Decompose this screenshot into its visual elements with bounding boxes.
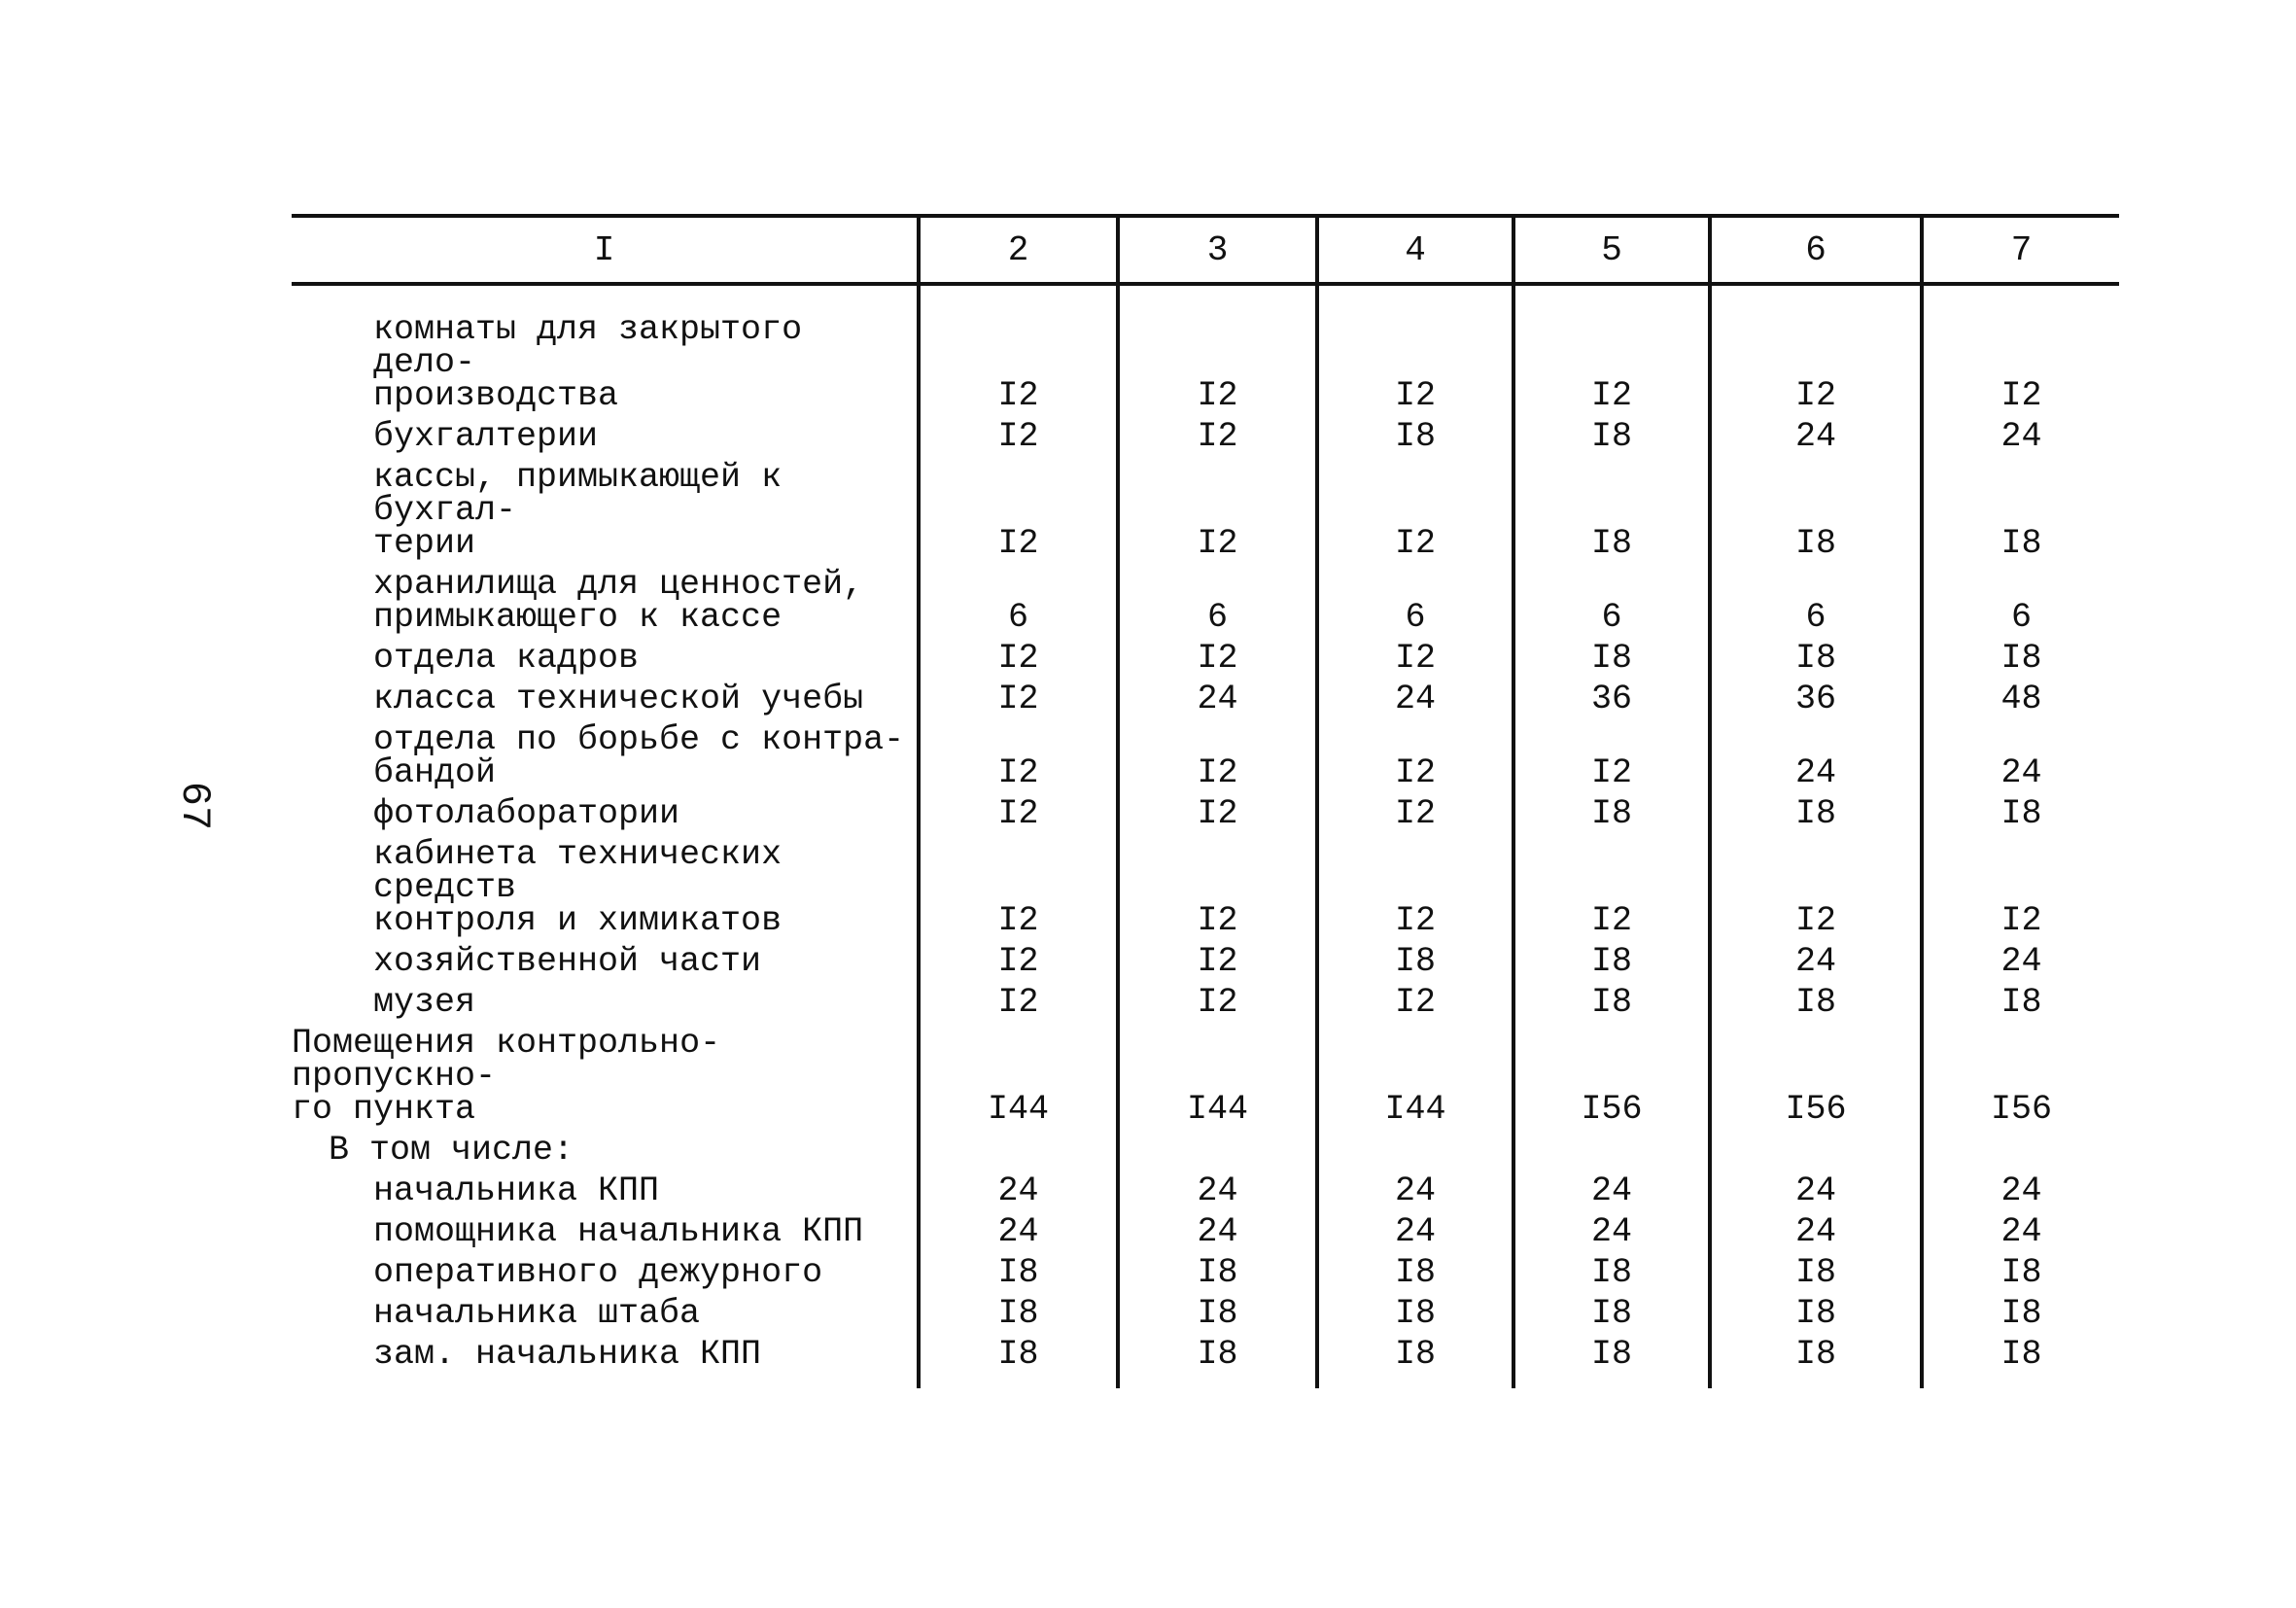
table-cell: 36: [1710, 682, 1922, 723]
table-cell: I44: [1118, 1027, 1317, 1134]
table-row: [292, 1027, 2119, 1134]
table-body: [292, 284, 2119, 1388]
table-cell: 24: [1922, 1215, 2119, 1256]
table-row: [292, 1174, 2119, 1215]
table-cell: I2: [919, 838, 1118, 945]
table-row: [292, 682, 2119, 723]
table-cell: I2: [919, 682, 1118, 723]
table-cell: 24: [1513, 1215, 1710, 1256]
row-label: класса технической учебы: [373, 680, 864, 718]
table-cell: I8: [1118, 1297, 1317, 1338]
table-cell: 24: [1317, 682, 1513, 723]
table-cell: I2: [1710, 284, 1922, 420]
table-row: [292, 1256, 2119, 1297]
table-cell: I2: [1118, 945, 1317, 986]
table-cell: I8: [1513, 642, 1710, 682]
table-cell: I8: [1922, 797, 2119, 838]
table-cell: 24: [1922, 945, 2119, 986]
table-cell: I8: [1317, 420, 1513, 461]
table-cell: I8: [1513, 945, 1710, 986]
table-cell: I8: [919, 1297, 1118, 1338]
table-cell: I8: [1710, 642, 1922, 682]
data-table-container: [292, 214, 2119, 1388]
table-cell: I8: [1922, 461, 2119, 568]
row-label: фотолаборатории: [373, 794, 680, 833]
table-cell: I2: [1317, 838, 1513, 945]
table-cell: [919, 1134, 1118, 1174]
row-label: музея: [373, 983, 476, 1022]
table-cell: I2: [1118, 420, 1317, 461]
table-cell: I8: [1118, 1256, 1317, 1297]
table-cell: 6: [1513, 568, 1710, 642]
table-cell: 36: [1513, 682, 1710, 723]
row-label: кассы, примыкающей к бухгал- терии: [373, 458, 783, 563]
table-cell: I8: [1922, 1338, 2119, 1388]
page-number: 67: [171, 781, 218, 831]
table-cell: 24: [1710, 1215, 1922, 1256]
table-cell: I2: [1118, 461, 1317, 568]
column-header: 4: [1317, 216, 1513, 284]
table-cell: I8: [1922, 642, 2119, 682]
table-cell: 24: [1513, 1174, 1710, 1215]
table-cell: I8: [1922, 986, 2119, 1027]
table-cell: I2: [1317, 461, 1513, 568]
table-row: [292, 1134, 2119, 1174]
row-label: хранилища для ценностей, примыкающего к кассе: [373, 565, 864, 637]
table-cell: I8: [919, 1338, 1118, 1388]
table-cell: I2: [919, 986, 1118, 1027]
table-cell: I2: [1513, 284, 1710, 420]
table-cell: I8: [1513, 986, 1710, 1027]
table-cell: I8: [1710, 1297, 1922, 1338]
row-label: отдела по борьбе с контра- бандой: [373, 720, 905, 792]
table-cell: I2: [1317, 723, 1513, 797]
table-cell: I8: [1317, 1256, 1513, 1297]
column-header: 3: [1118, 216, 1317, 284]
table-cell: [1513, 1134, 1710, 1174]
table-cell: I2: [919, 797, 1118, 838]
row-label: хозяйственной части: [373, 942, 762, 981]
table-cell: I2: [1710, 838, 1922, 945]
table-cell: 24: [1710, 945, 1922, 986]
table-row: [292, 1297, 2119, 1338]
table-row: [292, 461, 2119, 568]
table-cell: I2: [1118, 284, 1317, 420]
table-cell: 6: [1317, 568, 1513, 642]
table-cell: I2: [1118, 986, 1317, 1027]
table-row: [292, 1338, 2119, 1388]
table-cell: I2: [1118, 723, 1317, 797]
table-cell: I8: [1710, 797, 1922, 838]
table-cell: I8: [1922, 1256, 2119, 1297]
table-cell: I2: [1922, 284, 2119, 420]
table-cell: 24: [1710, 420, 1922, 461]
table-row: [292, 797, 2119, 838]
table-cell: I8: [919, 1256, 1118, 1297]
table-cell: 24: [1710, 723, 1922, 797]
table-cell: I8: [1513, 797, 1710, 838]
row-label: зам. начальника КПП: [373, 1335, 762, 1374]
table-cell: I2: [1513, 838, 1710, 945]
row-label: отдела кадров: [373, 639, 640, 678]
table-cell: I2: [1317, 797, 1513, 838]
table-row: [292, 723, 2119, 797]
table-cell: I44: [1317, 1027, 1513, 1134]
table-row: [292, 986, 2119, 1027]
table-cell: 24: [1317, 1174, 1513, 1215]
table-cell: 24: [1710, 1174, 1922, 1215]
row-label: начальника штаба: [373, 1294, 701, 1333]
table-cell: I8: [1513, 1297, 1710, 1338]
table-cell: I56: [1513, 1027, 1710, 1134]
table-row: [292, 945, 2119, 986]
table-cell: [1922, 1134, 2119, 1174]
table-cell: I8: [1513, 1338, 1710, 1388]
table-cell: 24: [1922, 723, 2119, 797]
table-cell: 48: [1922, 682, 2119, 723]
row-label: Помещения контрольно-пропускно- го пункта: [292, 1024, 721, 1129]
table-cell: [1118, 1134, 1317, 1174]
table-cell: I8: [1317, 945, 1513, 986]
table-cell: I8: [1710, 986, 1922, 1027]
table-cell: I44: [919, 1027, 1118, 1134]
row-label: В том числе:: [329, 1131, 574, 1170]
table-cell: 24: [919, 1215, 1118, 1256]
table-cell: 24: [1118, 1174, 1317, 1215]
table-row: [292, 284, 2119, 420]
table-cell: 24: [919, 1174, 1118, 1215]
column-header: 7: [1922, 216, 2119, 284]
table-row: [292, 420, 2119, 461]
table-row: [292, 568, 2119, 642]
table-cell: I2: [919, 461, 1118, 568]
table-cell: I2: [1118, 797, 1317, 838]
table-row: [292, 642, 2119, 682]
table-cell: I8: [1317, 1297, 1513, 1338]
table-cell: [1317, 1134, 1513, 1174]
table-cell: I2: [1317, 986, 1513, 1027]
table-cell: I2: [1922, 838, 2119, 945]
table-cell: 24: [1317, 1215, 1513, 1256]
table-cell: I2: [919, 642, 1118, 682]
table-cell: 6: [1922, 568, 2119, 642]
table-cell: 24: [1922, 1174, 2119, 1215]
column-header: 5: [1513, 216, 1710, 284]
table-cell: I2: [1118, 642, 1317, 682]
table-cell: 6: [919, 568, 1118, 642]
table-row: [292, 838, 2119, 945]
table-header: [292, 216, 2119, 284]
table-cell: I8: [1710, 461, 1922, 568]
table-cell: I8: [1317, 1338, 1513, 1388]
table-cell: I2: [1317, 642, 1513, 682]
table-cell: 6: [1710, 568, 1922, 642]
table-cell: I2: [1317, 284, 1513, 420]
table-cell: I2: [1118, 838, 1317, 945]
row-label: комнаты для закрытого дело- производства: [373, 310, 803, 415]
table-cell: 24: [1922, 420, 2119, 461]
header-row: [292, 216, 2119, 284]
table-cell: I2: [919, 723, 1118, 797]
table-cell: I56: [1922, 1027, 2119, 1134]
table-cell: I56: [1710, 1027, 1922, 1134]
table-cell: [1710, 1134, 1922, 1174]
table-cell: I8: [1513, 1256, 1710, 1297]
column-header: 2: [919, 216, 1118, 284]
row-label: кабинета технических средств контроля и химикатов: [373, 835, 783, 940]
table-cell: I8: [1922, 1297, 2119, 1338]
table-cell: I2: [919, 284, 1118, 420]
row-label: начальника КПП: [373, 1171, 660, 1210]
table-cell: I2: [919, 945, 1118, 986]
table-cell: I2: [1513, 723, 1710, 797]
data-table: [292, 214, 2119, 1388]
row-label: оперативного дежурного: [373, 1253, 823, 1292]
table-cell: I8: [1118, 1338, 1317, 1388]
table-cell: I8: [1710, 1338, 1922, 1388]
table-cell: I8: [1513, 420, 1710, 461]
table-row: [292, 1215, 2119, 1256]
table-cell: 24: [1118, 1215, 1317, 1256]
table-cell: 24: [1118, 682, 1317, 723]
column-header: I: [292, 216, 919, 284]
table-cell: I8: [1710, 1256, 1922, 1297]
row-label: помощника начальника КПП: [373, 1212, 864, 1251]
table-cell: 6: [1118, 568, 1317, 642]
table-cell: I2: [919, 420, 1118, 461]
column-header: 6: [1710, 216, 1922, 284]
row-label: бухгалтерии: [373, 417, 599, 456]
table-cell: I8: [1513, 461, 1710, 568]
